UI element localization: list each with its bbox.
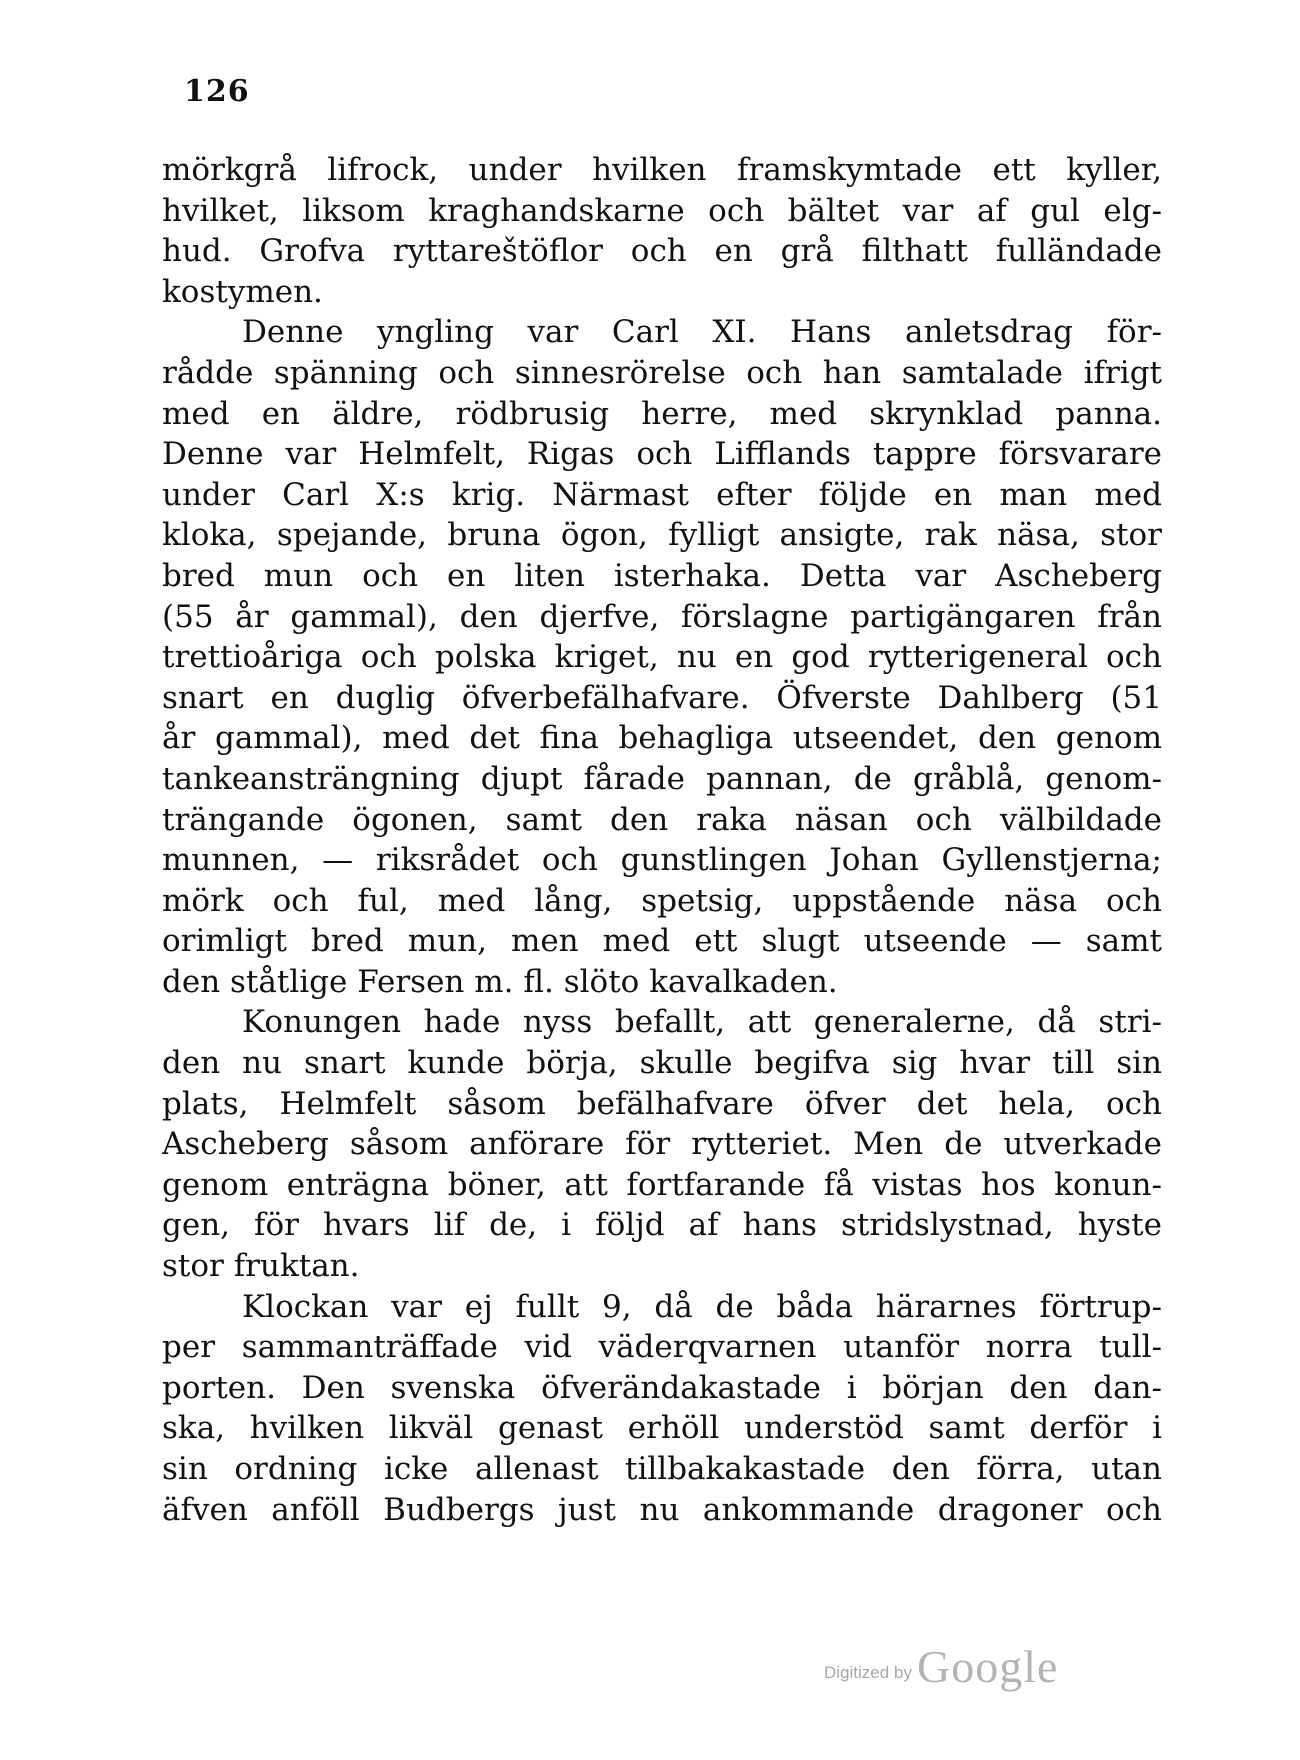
text-line: snart en duglig öfverbefälhafvare. Öfverste Dahlberg (51 [162, 679, 1162, 716]
text-line: hvilket, liksom kraghandskarne och bältet var af gul elg- [162, 192, 1162, 229]
watermark-prefix: Digitized by [824, 1663, 912, 1682]
text-line: rådde spänning och sinnesrörelse och han samtalade ifrigt [162, 354, 1162, 391]
text-line: munnen, — riksrådet och gunstlingen Johan Gyllenstjerna; [162, 842, 1162, 879]
page-number: 126 [184, 74, 250, 109]
google-watermark [824, 1640, 1058, 1693]
text-line: ska, hvilken likväl genast erhöll understöd samt derför i [162, 1410, 1162, 1447]
text-line: Denne var Helmfelt, Rigas och Lifflands tappre försvarare [162, 436, 1162, 473]
text-line: per sammanträffade vid väderqvarnen utanför norra tull- [162, 1329, 1162, 1366]
text-line: den nu snart kunde börja, skulle begifva sig hvar till sin [162, 1045, 1162, 1082]
text-line: kloka, spejande, bruna ögon, fylligt ansigte, rak näsa, stor [162, 517, 1162, 554]
text-line: porten. Den svenska öfverändakastade i början den dan- [162, 1369, 1162, 1406]
body-text [162, 150, 1162, 1530]
text-line: Denne yngling var Carl XI. Hans anletsdrag för- [242, 314, 1162, 351]
paragraph-3 [162, 1002, 1162, 1286]
text-line: genom enträgna böner, att fortfarande få vistas hos konun- [162, 1166, 1162, 1203]
text-line: Klockan var ej fullt 9, då de båda härarnes förtrup- [242, 1288, 1162, 1325]
text-line: trettioåriga och polska kriget, nu en god rytterigeneral och [162, 639, 1162, 676]
text-line: Konungen hade nyss befallt, att generalerne, då stri- [242, 1004, 1162, 1041]
text-line: bred mun och en liten isterhaka. Detta var Ascheberg [162, 557, 1162, 594]
text-line: trängande ögonen, samt den raka näsan och välbildade [162, 801, 1162, 838]
text-line: äfven anföll Budbergs just nu ankommande dragoner och [162, 1491, 1162, 1528]
text-line: mörk och ful, med lång, spetsig, uppstående näsa och [162, 882, 1162, 919]
text-line: orimligt bred mun, men med ett slugt utseende — samt [162, 923, 1162, 960]
text-line: gen, för hvars lif de, i följd af hans stridslystnad, hyste [162, 1207, 1162, 1244]
text-line: sin ordning icke allenast tillbakakastade den förra, utan [162, 1451, 1162, 1487]
paragraph-4 [162, 1287, 1162, 1531]
text-line: med en äldre, rödbrusig herre, med skrynklad panna. [162, 395, 1162, 432]
text-line: tankeansträngning djupt fårade pannan, de gråblå, genom- [162, 760, 1162, 797]
google-logo: Google [916, 1641, 1059, 1692]
text-line: mörkgrå lifrock, under hvilken framskymtade ett kyller, [162, 152, 1162, 188]
text-line: stor fruktan. [162, 1248, 360, 1285]
paragraph-2 [162, 312, 1162, 1002]
text-line: plats, Helmfelt såsom befälhafvare öfver det hela, och [162, 1085, 1162, 1122]
text-line: Ascheberg såsom anförare för rytteriet. Men de utverkade [162, 1126, 1162, 1163]
text-line: år gammal), med det fina behagliga utseendet, den genom [162, 720, 1162, 757]
text-line: hud. Grofva ryttareštöflor och en grå filthatt fulländade [162, 233, 1162, 270]
text-line: kostymen. [162, 273, 323, 310]
text-line: den ståtlige Fersen m. fl. slöto kavalkaden. [162, 963, 838, 1000]
paragraph-1 [162, 150, 1162, 312]
text-line: under Carl X:s krig. Närmast efter följde en man med [162, 476, 1162, 513]
text-line: (55 år gammal), den djerfve, förslagne partigängaren från [162, 598, 1162, 635]
